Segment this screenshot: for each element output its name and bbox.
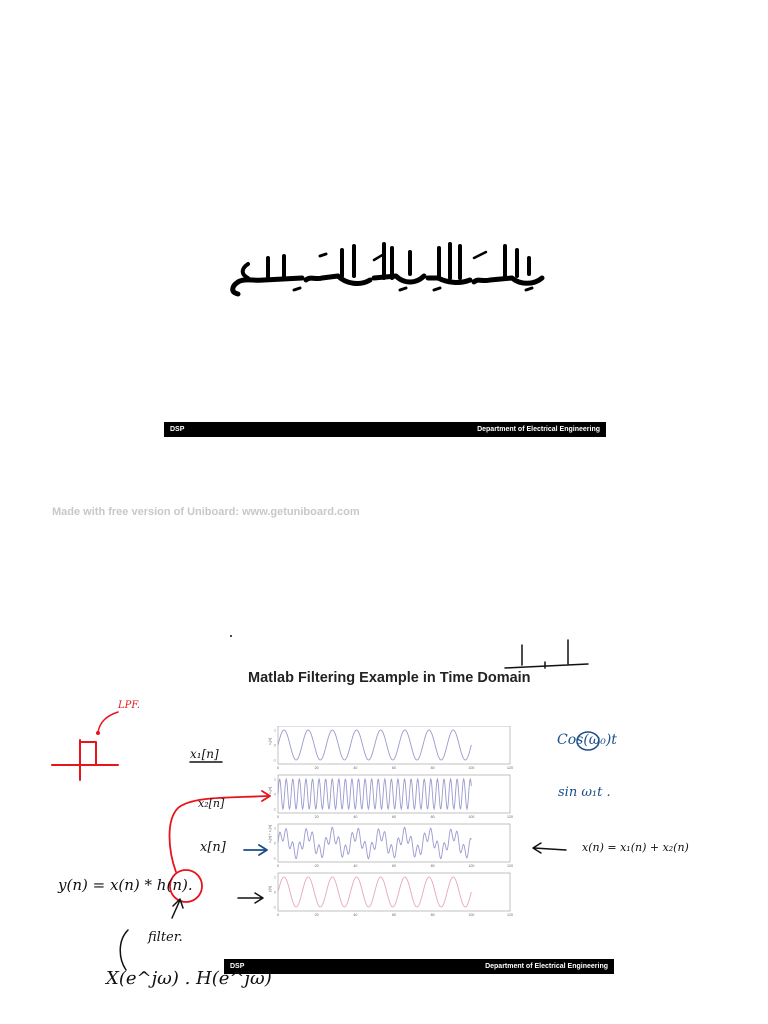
x-tick-label: 80 — [430, 913, 435, 917]
x-tick-label: 120 — [507, 864, 513, 868]
x-tick-label: 60 — [392, 815, 396, 819]
x-tick-label: 100 — [468, 913, 475, 917]
uniboard-watermark: Made with free version of Uniboard: www.getuniboard.com — [52, 506, 360, 518]
lpf-pointer-arrow — [98, 712, 118, 732]
y-tick-label: -1 — [272, 856, 276, 861]
subplot-ylabel: y[n] — [268, 886, 272, 892]
y-tick-label: 0 — [274, 743, 276, 748]
y-tick-label: 1 — [274, 826, 276, 831]
x-tick-label: 0 — [277, 913, 279, 917]
footer-department-label: Department of Electrical Engineering — [485, 963, 608, 970]
y-tick-label: 0 — [274, 792, 276, 797]
annotation-lpf: LPF. — [118, 700, 140, 711]
annotation-filter: filter. — [148, 930, 183, 945]
annotation-frequency-product: X(e^jω) . H(e^jω) — [106, 968, 272, 989]
subplot-ylabel: x₂[n] — [268, 787, 272, 794]
slide-2 — [230, 630, 614, 975]
x-tick-label: 80 — [430, 864, 435, 868]
subplot-ylabel: x₁[n] + x₂[n] — [268, 825, 272, 843]
x-tick-label: 100 — [468, 766, 475, 770]
y-tick-label: -1 — [272, 905, 276, 910]
subplot-ylabel: x₁[n] — [268, 738, 272, 745]
y-tick-label: 1 — [274, 777, 276, 782]
annotation-sum-equation: x(n) = x₁(n) + x₂(n) — [582, 841, 689, 854]
y-tick-label: 0 — [274, 841, 276, 846]
footer-course-label: DSP — [230, 963, 245, 970]
y-tick-label: 1 — [274, 728, 276, 733]
slide-1 — [164, 100, 606, 440]
y-tick-label: 0 — [274, 890, 276, 895]
x-tick-label: 40 — [353, 913, 358, 917]
x-tick-label: 0 — [277, 766, 279, 770]
footer-department-label: Department of Electrical Engineering — [477, 426, 600, 433]
slide-2-footer — [224, 959, 614, 974]
lpf-response-sketch — [52, 740, 118, 780]
x-tick-label: 40 — [353, 864, 358, 868]
subplot-frame — [278, 873, 510, 911]
bismillah-calligraphy — [224, 238, 554, 298]
x-tick-label: 20 — [314, 913, 319, 917]
x-tick-label: 80 — [430, 815, 435, 819]
y-tick-label: -1 — [272, 758, 276, 763]
x-tick-label: 40 — [353, 766, 358, 770]
x-tick-label: 100 — [468, 815, 475, 819]
x-tick-label: 60 — [392, 913, 396, 917]
annotation-y-equation: y(n) = x(n) * h(n). — [58, 876, 193, 894]
y-tick-label: -1 — [272, 807, 276, 812]
x-tick-label: 0 — [277, 815, 279, 819]
x-tick-label: 120 — [507, 766, 513, 770]
matlab-subplots — [266, 726, 528, 922]
annotation-sin: sin ω₁t . — [558, 785, 611, 800]
x-tick-label: 120 — [507, 815, 513, 819]
y-tick-label: 1 — [274, 875, 276, 880]
annotation-x1: x₁[n] — [190, 747, 219, 761]
x-tick-label: 80 — [430, 766, 435, 770]
annotation-cos: Cos(ω₀)t — [557, 732, 617, 748]
x-tick-label: 20 — [314, 864, 319, 868]
slide-1-footer — [164, 422, 606, 437]
x-tick-label: 60 — [392, 864, 396, 868]
x-tick-label: 0 — [277, 864, 279, 868]
filter-arrow — [172, 899, 183, 918]
x-tick-label: 40 — [353, 815, 358, 819]
x-tick-label: 60 — [392, 766, 396, 770]
subplot-frame — [278, 726, 510, 764]
slide-title: Matlab Filtering Example in Time Domain — [248, 670, 531, 686]
x-tick-label: 20 — [314, 766, 319, 770]
footer-course-label: DSP — [170, 426, 185, 433]
annotation-x2: x₂[n] — [198, 797, 225, 810]
annotation-x: x[n] — [200, 840, 226, 855]
x-tick-label: 20 — [314, 815, 319, 819]
x-tick-label: 120 — [507, 913, 513, 917]
x-tick-label: 100 — [468, 864, 475, 868]
